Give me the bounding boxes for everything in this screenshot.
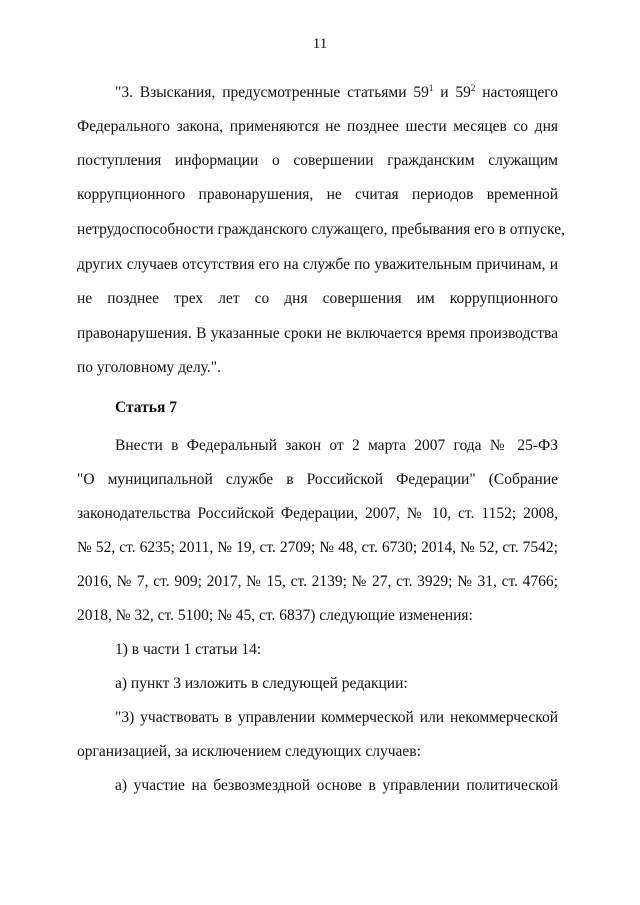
para1-line8: правонарушения. В указанные сроки не включается время производства — [77, 325, 558, 342]
para1-line9: по уголовному делу.". — [77, 359, 221, 376]
para1-line6: других случаев отсутствия его на службе по уважительным причинам, и — [77, 256, 558, 273]
para1-line4: коррупционного правонарушения, не считая периодов временной — [77, 186, 558, 203]
article-heading: Статья 7 — [115, 399, 177, 416]
para2-line4: № 52, ст. 6235; 2011, № 19, ст. 2709; № 48, ст. 6730; 2014, № 52, ст. 7542; — [77, 539, 558, 556]
item-a: а) пункт 3 изложить в следующей редакции: — [115, 675, 408, 692]
para1-line3: поступления информации о совершении гражданским служащим — [77, 152, 558, 169]
para2-line6: 2018, № 32, ст. 5100; № 45, ст. 6837) следующие изменения: — [77, 607, 473, 624]
item-1: 1) в части 1 статьи 14: — [115, 641, 262, 658]
superscript-2: 2 — [470, 83, 476, 93]
para2-line5: 2016, № 7, ст. 909; 2017, № 15, ст. 2139; № 27, ст. 3929; № 31, ст. 4766; — [77, 573, 558, 590]
para2-line2: "О муниципальной службе в Российской Федерации" (Собрание — [77, 471, 558, 488]
para4-line1: а) участие на безвозмездной основе в управлении политической — [115, 777, 558, 794]
para1-line1: "3. Взыскания, предусмотренные статьями $59^1$ и $59^2$ настоящего — [115, 83, 558, 101]
para2-line3: законодательства Российской Федерации, 2007, № 10, ст. 1152; 2008, — [77, 505, 558, 522]
para1-line7: не позднее трех лет со дня совершения им коррупционного — [77, 290, 558, 307]
para1-line2: Федерального закона, применяются не позднее шести месяцев со дня — [77, 118, 558, 135]
page-number: 11 — [312, 36, 328, 52]
para3-line1: "3) участвовать в управлении коммерческой или некоммерческой — [115, 709, 558, 726]
para3-line2: организацией, за исключением следующих случаев: — [77, 743, 421, 760]
superscript-1: 1 — [428, 83, 434, 93]
para1-line5: нетрудоспособности гражданского служащего, пребывания его в отпуске, — [77, 221, 565, 238]
para2-line1: Внести в Федеральный закон от 2 марта 2007 года № 25-ФЗ — [115, 437, 558, 454]
